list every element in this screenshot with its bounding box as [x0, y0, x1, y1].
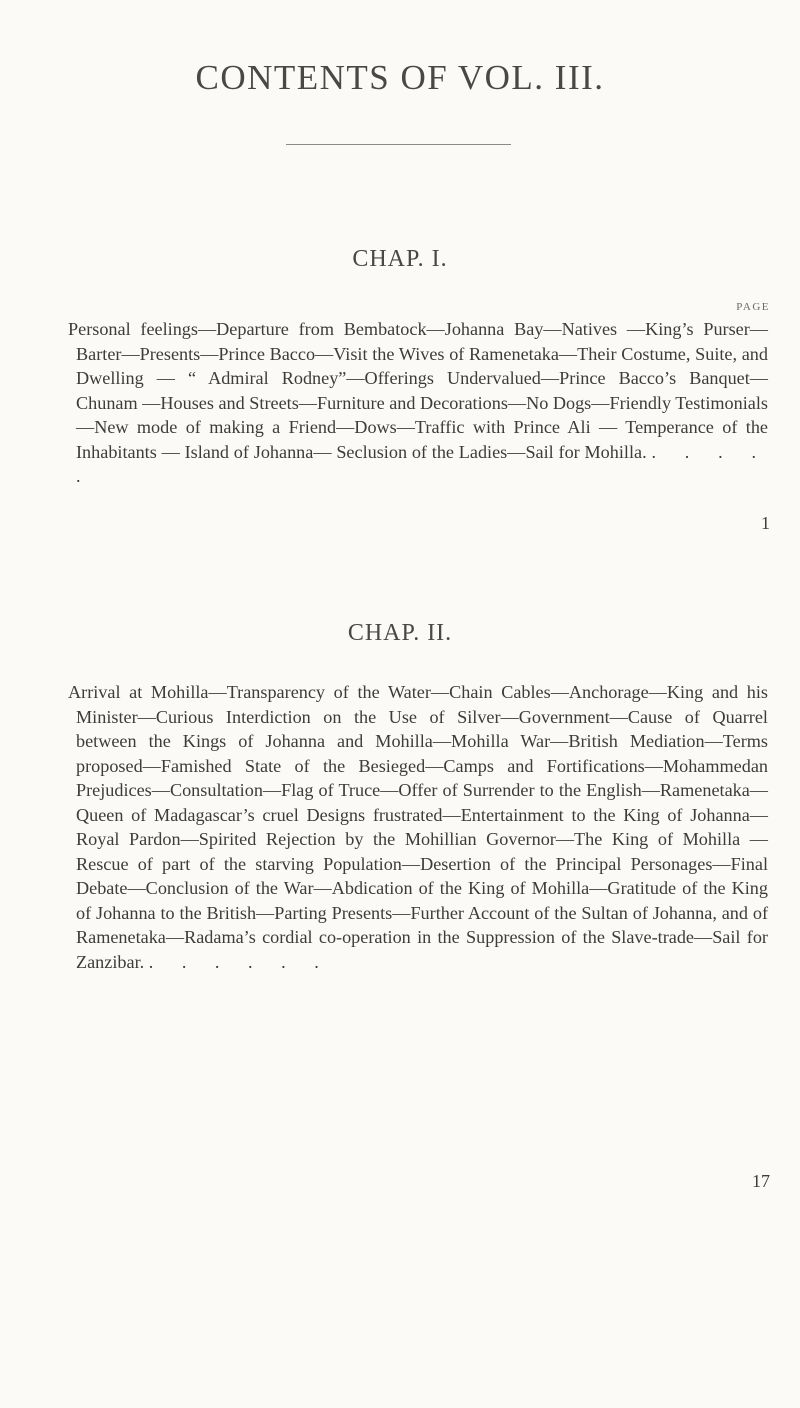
page-column-label: PAGE — [736, 301, 770, 313]
chapter-2-leaders: . . . . . . — [148, 951, 331, 972]
chapter-1-page-number: 1 — [761, 513, 770, 533]
chapter-1-summary — [68, 317, 768, 489]
chapter-2-summary — [68, 680, 768, 974]
chapter-2-heading: CHAP. II. — [347, 620, 453, 646]
title-divider — [286, 144, 511, 145]
page-title: CONTENTS OF VOL. III. — [195, 58, 605, 97]
chapter-2-page-number: 17 — [752, 1171, 770, 1191]
chapter-1-leaders: . . . . . — [76, 441, 769, 486]
chapter-1-heading: CHAP. I. — [352, 246, 448, 272]
chapter-2-summary-text: Arrival at Mohilla—Transparency of the Water—Chain Cables—Anchorage—King and his Minister—Curious Interdiction on the Use of Silver—Government—Cause of Quarrel between the Kings of Johanna and Mohilla—Mohilla War—British Mediation—Terms proposed—Famished State of the Besieged—Camps and Fortifications—Mohammedan Prejudices—Consultation—Flag of Truce—Offer of Surrender to the English—Ramenetaka—Queen of Madagascar’s cruel Designs frustrated—Entertainment to the King of Johanna—Royal Pardon—Spirited Rejection by the Mohillian Governor—The King of Mohilla —Rescue of part of the starving Population—Desertion of the Principal Personages—Final Debate—Conclusion of the War—Abdication of the King of Mohilla—Gratitude of the King of Johanna to the British—Parting Presents—Further Account of the Sultan of Johanna, and of Ramenetaka—Radama’s cordial co-operation in the Suppression of the Slave-trade—Sail for Zanzibar. — [68, 682, 768, 972]
chapter-1-summary-text: Personal feelings—Departure from Bembatock—Johanna Bay—Natives —King’s Purser—Barter—Presents—Prince Bacco—Visit the Wives of Ramenetaka—Their Costume, Suite, and Dwelling — “ Admiral Rodney”—Offerings Undervalued—Prince Bacco’s Banquet—Chunam —Houses and Streets—Furniture and Decorations—No Dogs—Friendly Testimonials—New mode of making a Friend—Dows—Traffic with Prince Ali — Temperance of the Inhabitants — Island of Johanna— Seclusion of the Ladies—Sail for Mohilla. — [68, 319, 768, 462]
